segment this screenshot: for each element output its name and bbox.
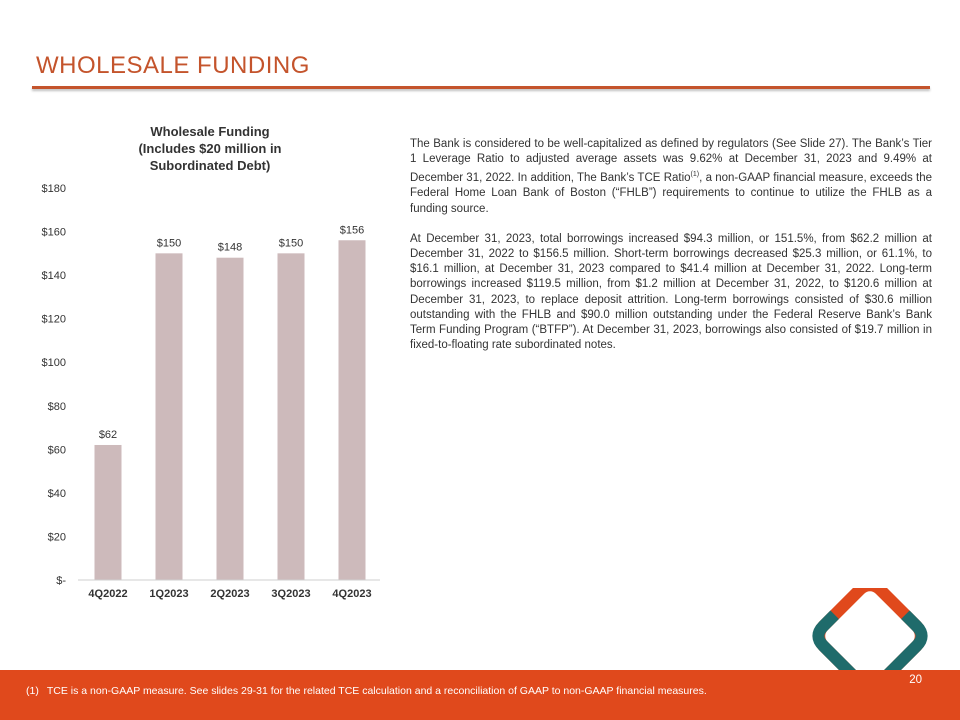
y-tick-label: $-: [56, 575, 66, 587]
y-tick-label: $20: [47, 531, 66, 544]
bar-2Q2023: [217, 258, 244, 580]
body-text: [410, 137, 932, 368]
y-tick-label: $40: [47, 487, 66, 500]
paragraph-capital-text: The Bank is considered to be well-capitalized as defined by regulators (See Slide 27). The Bank’s Tier 1 Leverage Ratio to adjusted average assets was 9.62% at December 31, 2023 and 9.49% at December 31, 2022. In addition, The Bank’s TCE Ratio: [410, 138, 932, 185]
x-tick-label: 4Q2022: [88, 588, 128, 600]
y-tick-label: $100: [41, 357, 66, 370]
x-tick-label: 4Q2023: [332, 588, 372, 600]
footnote-text: TCE is a non-GAAP measure. See slides 29-31 for the related TCE calculation and a reconciliation of GAAP to non-GAAP financial measures.: [46, 685, 707, 697]
bar-3Q2023: [278, 253, 305, 580]
bar-4Q2022: [95, 445, 122, 580]
y-tick-label: $160: [41, 226, 66, 239]
x-tick-label: 3Q2023: [271, 588, 311, 600]
data-label: $156: [339, 224, 365, 237]
y-tick-label: $140: [41, 270, 66, 283]
bar-1Q2023: [156, 253, 183, 580]
data-label: $148: [217, 241, 243, 254]
y-tick-label: $60: [47, 444, 66, 457]
footnote: [26, 685, 707, 697]
data-label: $62: [98, 428, 118, 441]
data-label: $150: [278, 237, 304, 250]
y-tick-label: $120: [41, 313, 66, 326]
x-tick-label: 1Q2023: [149, 588, 189, 600]
chart-title-line-2: (Includes $20 million in: [138, 141, 282, 156]
wholesale-funding-chart: [0, 0, 400, 620]
y-tick-label: $180: [41, 183, 66, 195]
bar-4Q2023: [339, 240, 366, 580]
chart-title-line-3: Subordinated Debt): [149, 158, 271, 173]
chart-title-line-1: Wholesale Funding: [150, 124, 270, 139]
footnote-number: (1): [26, 685, 39, 697]
paragraph-capital: [410, 137, 932, 217]
y-tick-label: $80: [47, 400, 66, 413]
paragraph-capital-text-cont: , a non-GAAP financial measure, exceeds the Federal Home Loan Bank of Boston (“FHLB”) requirements to continue to utilize the FHLB as a funding source.: [410, 172, 932, 215]
x-tick-label: 2Q2023: [210, 588, 250, 600]
page-number: 20: [909, 674, 922, 686]
footnote-ref: (1): [690, 171, 700, 179]
data-label: $150: [156, 237, 182, 250]
paragraph-borrowings: At December 31, 2023, total borrowings increased $94.3 million, or 151.5%, from $62.2 million at December 31, 2022 to $156.5 million. Short-term borrowings decreased $25.3 million, or 61.1%, to $16.1 million, at December 31, 2023 compared to $41.4 million at December 31, 2022. Long-term borrowings increased $119.5 million, from $1.2 million at December 31, 2022, to $120.6 million at December 31, 2023, to replace deposit attrition. Long-term borrowings consisted of $30.6 million outstanding with the FHLB and $90.0 million outstanding under the Federal Reserve Bank’s Bank Term Funding Program (“BTFP”). At December 31, 2023, borrowings also consisted of $19.7 million in fixed-to-floating rate subordinated notes.: [410, 232, 932, 352]
slide-title: WHOLESALE FUNDING: [36, 52, 310, 79]
